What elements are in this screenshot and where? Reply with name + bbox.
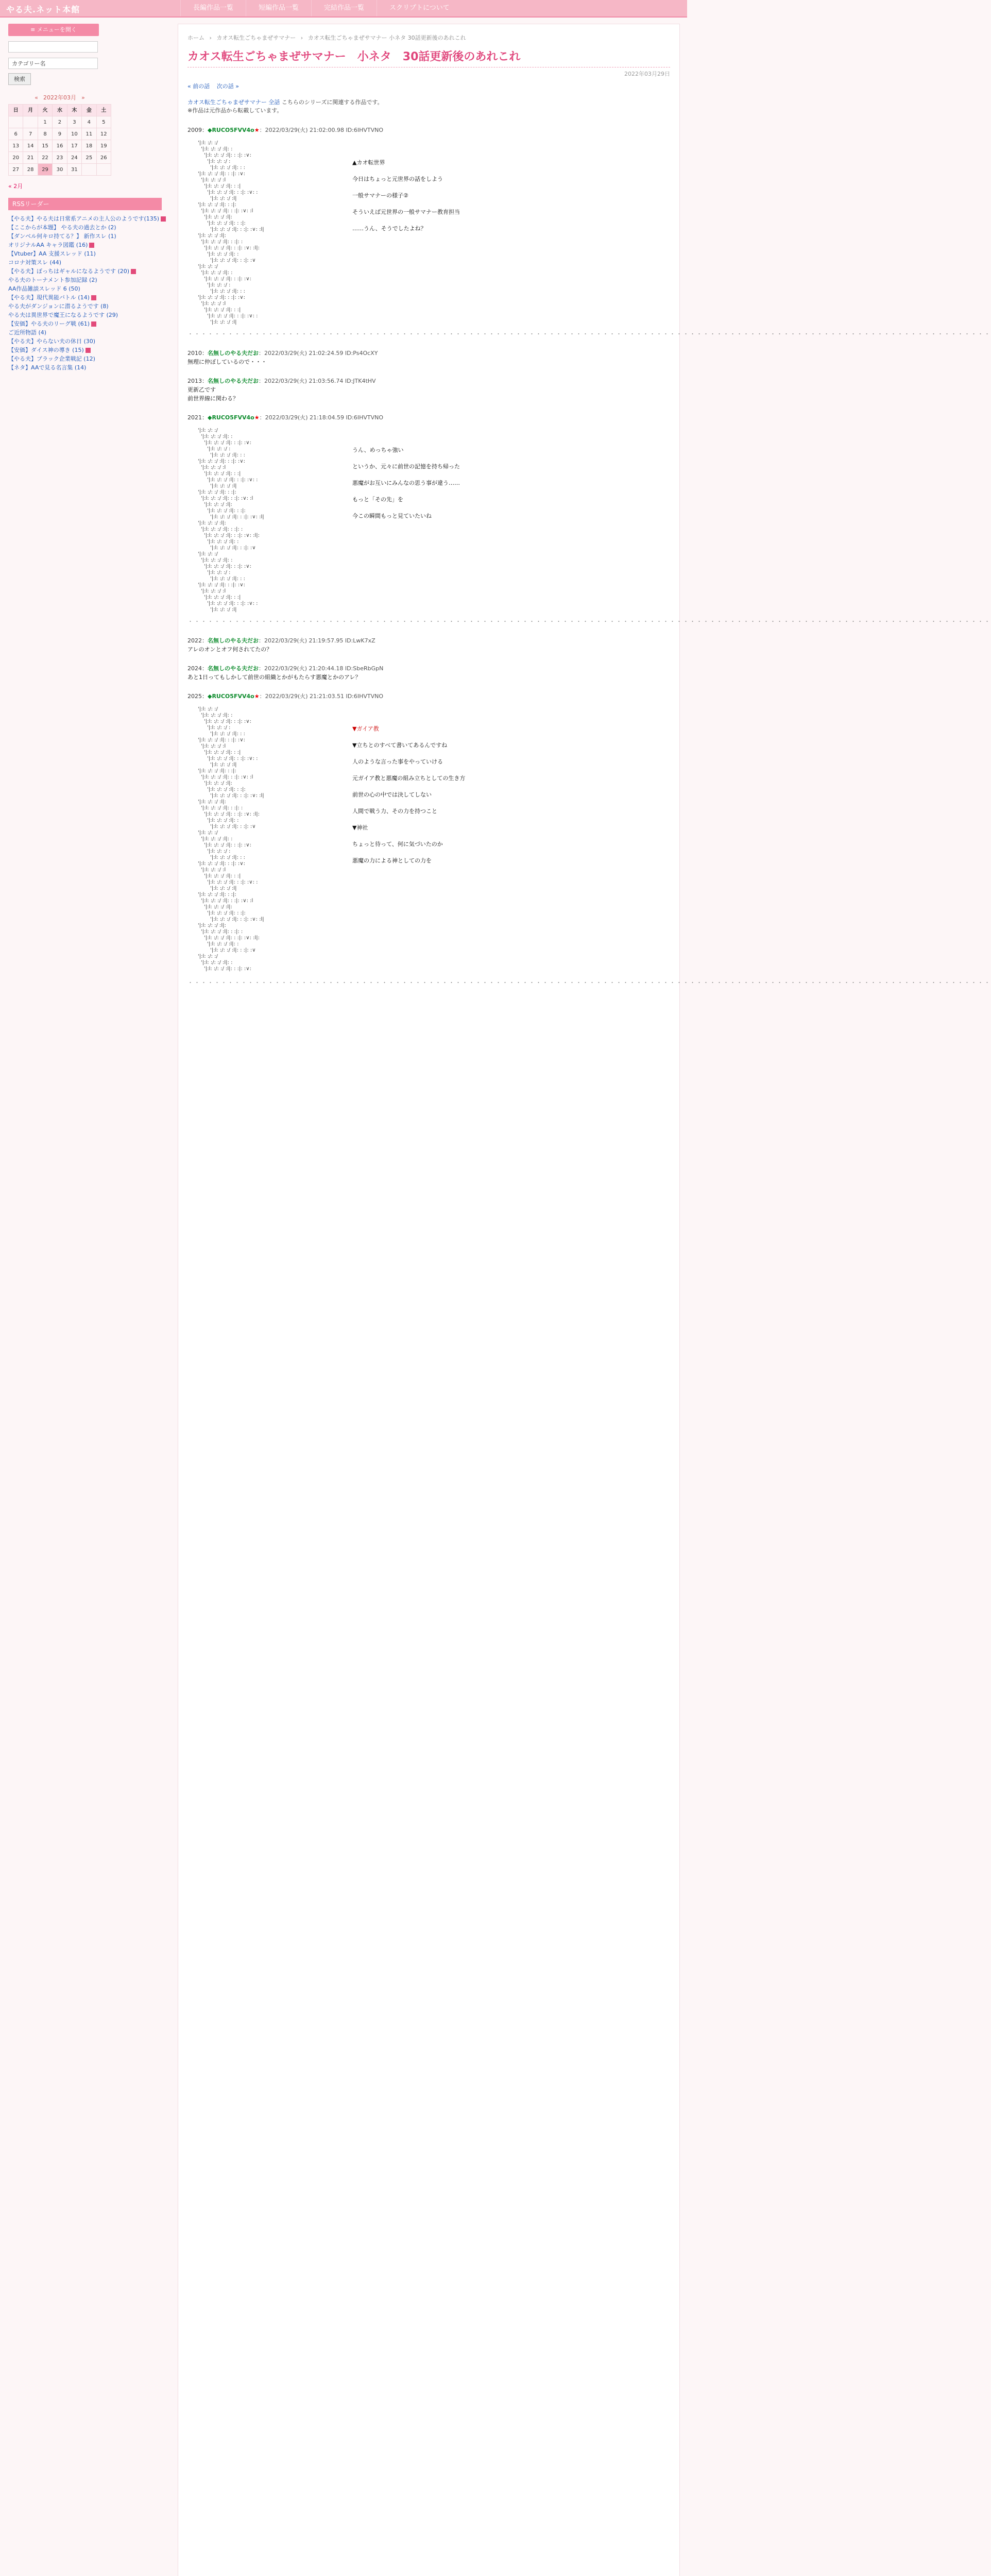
poster-name: ◆RUCO5FVV4o: [208, 693, 254, 700]
ascii-art-line: '|:l: :/: :/ :l|: : :: [210, 576, 245, 582]
breadcrumb-series[interactable]: カオス転生ごちゃまぜサマナー: [216, 35, 296, 41]
ascii-art-dialogue: うん、めっちゃ強い: [352, 447, 404, 453]
ascii-art-line: '|:l: :/: :/ :l|: : :|: :∨:: [198, 861, 245, 867]
series-link[interactable]: カオス転生ごちゃまぜサマナー 全話: [187, 99, 280, 106]
calendar-day[interactable]: 11: [82, 128, 96, 140]
ascii-art-line: '|:l: :/: :/ :l|: : :|: :∨: :l|: [210, 227, 264, 232]
page-title: カオス転生ごちゃまぜサマナー 小ネタ 30話更新後のあれこれ: [187, 48, 670, 67]
calendar-weekday: 木: [67, 105, 81, 116]
calendar-weekday: 日: [9, 105, 23, 116]
ascii-art-line: '|:l: :/: :/: [198, 140, 218, 146]
post-number: 2021：: [187, 414, 208, 421]
rss-item[interactable]: AA作品雑談スレッド 6 (50): [8, 285, 80, 292]
ascii-art-line: '|:l: :/: :/ :l: [201, 177, 226, 183]
ascii-art-line: '|:l: :/: :/ :l|: : :|: :∨: [210, 947, 256, 953]
ascii-art-line: '|:l: :/: :/ :: [207, 159, 231, 164]
ascii-art-line: '|:l: :/: :/ :l|: [210, 483, 237, 489]
ascii-art-line: '|:l: :/: :/ :l|: : :|:: [198, 202, 236, 208]
ascii-art-line: '|:l: :/: :/ :l|: : :|: [204, 873, 241, 879]
calendar-weekday: 月: [23, 105, 38, 116]
prev-link[interactable]: « 前の話: [187, 83, 210, 90]
calendar-day[interactable]: 31: [67, 164, 81, 176]
ascii-art-line: '|:l: :/: :/ :l|: : :|: :∨:: [198, 459, 245, 464]
calendar-day[interactable]: 7: [23, 128, 38, 140]
menu-button[interactable]: ≡ メニューを開く: [8, 24, 99, 36]
ascii-art-line: '|:l: :/: :/ :l|: : :|: :∨:: [198, 737, 245, 743]
nav-link-complete[interactable]: 完結作品一覧: [311, 0, 377, 16]
ascii-art-dialogue: 人間で戦う力、その力を持つこと: [352, 808, 437, 815]
ascii-art-block: [187, 704, 507, 972]
ascii-art-line: '|:l: :/: :/ :l|: : :: [210, 855, 245, 860]
poster-name: 名無しのやる夫だお: [208, 378, 259, 384]
rss-item[interactable]: ご近所物語 (4): [8, 329, 47, 336]
post-number: 2013：: [187, 378, 208, 384]
ascii-art-figure: [187, 138, 342, 325]
ascii-art-line: '|:l: :/: :/ :l|: : :|: :∨: :: [207, 313, 258, 319]
ascii-art-line: '|:l: :/: :/ :l|: : :|: :∨: :l: [201, 898, 253, 904]
ascii-art-line: '|:l: :/: :/ :l|: : :: [210, 165, 245, 171]
poster-name: 名無しのやる夫だお: [208, 350, 259, 357]
post: [187, 377, 670, 402]
post-header: [187, 692, 670, 700]
poster-name: 名無しのやる夫だお: [208, 665, 259, 672]
post-number: 2024：: [187, 665, 208, 672]
calendar-header: [8, 93, 111, 102]
site-brand[interactable]: やる夫.ネット本館: [6, 5, 80, 14]
ascii-art-dialogue: ▼立ちとのすべて書いてあるんですね: [352, 742, 448, 749]
calendar-day[interactable]: 1: [38, 116, 52, 128]
article-nav: [187, 82, 670, 90]
calendar-weekday: 水: [53, 105, 67, 116]
calendar-day[interactable]: 21: [23, 152, 38, 164]
ascii-art-line: '|:l: :/: :/ :l|: :: [201, 836, 233, 842]
poster-trip: ★: [254, 127, 260, 133]
ascii-art-line: '|:l: :/: :/ :l|: : :|: :∨: :l|: [210, 514, 264, 520]
ascii-art-figure: [187, 426, 342, 613]
calendar-weekday: 土: [96, 105, 111, 116]
rss-item[interactable]: 【やる夫】現代異能バトル (14): [8, 293, 162, 302]
nav-link-short[interactable]: 短編作品一覧: [246, 0, 311, 16]
calendar-day[interactable]: 25: [82, 152, 96, 164]
post-list: [187, 126, 991, 987]
calendar-day[interactable]: 9: [53, 128, 67, 140]
ascii-art-line: '|:l: :/: :/ :l|: : :|: :: [201, 239, 243, 245]
calendar-day[interactable]: 2: [53, 116, 67, 128]
new-badge-icon: [131, 269, 136, 274]
post-header: [187, 414, 670, 421]
ascii-art-line: '|:l: :/: :/ :l: [201, 743, 226, 749]
ascii-art-line: '|:l: :/: :/ :l|: : :|: :∨: :l|: [210, 917, 264, 922]
ascii-art-line: '|:l: :/: :/ :l|: : :|: :∨: :l|: [210, 793, 264, 799]
rss-item[interactable]: 【ダンベル何キロ持てる？】 新作スレ (1): [8, 233, 116, 240]
calendar-day[interactable]: 26: [96, 152, 111, 164]
calendar-back-link[interactable]: « 2月: [8, 183, 23, 190]
main-content: [178, 24, 991, 2576]
ascii-art-dialogue: もっと「その先」を: [352, 496, 403, 503]
calendar-day[interactable]: 16: [53, 140, 67, 152]
ascii-art-dialogue: 悪魔の力による神としての力を: [352, 857, 432, 864]
intro-note: ※作品は元作品から転載しています。: [187, 107, 283, 114]
ascii-art-line: '|:l: :/: :/ :: [207, 282, 231, 288]
calendar-day[interactable]: 22: [38, 152, 52, 164]
breadcrumb: [187, 33, 670, 42]
calendar-day[interactable]: 17: [67, 140, 81, 152]
ascii-art-line: '|:l: :/: :/ :l|: : :|: :: [201, 929, 243, 935]
sidebar: [8, 24, 162, 372]
ascii-art-line: '|:l: :/: :/ :l|: : :|: :∨:: [198, 582, 245, 588]
post-body: 前世界線に関わる？: [187, 395, 238, 402]
ascii-art-dialogue: 一般サマナーの様子②: [352, 192, 408, 199]
ascii-art-line: '|:l: :/: :/ :: [207, 725, 231, 731]
post-header: [187, 377, 670, 385]
ascii-art-line: '|:l: :/: :/ :l: [201, 867, 226, 873]
ascii-art-line: '|:l: :/: :/ :l|: : :|: :∨:: [204, 152, 251, 158]
ascii-art-line: '|:l: :/: :/ :l|: : :|: :∨:: [198, 295, 245, 300]
post: [187, 692, 670, 972]
nav-link-long[interactable]: 長編作品一覧: [180, 0, 246, 16]
calendar-day[interactable]: 12: [96, 128, 111, 140]
calendar-day[interactable]: 28: [23, 164, 38, 176]
ascii-art-line: '|:l: :/: :/ :l|:: [198, 520, 226, 526]
ascii-art-line: '|:l: :/: :/ :l|: : :|: :∨: :l|:: [204, 533, 260, 538]
ascii-art-dialogue: 今この瞬間もっと見ていたいね: [352, 513, 432, 519]
ascii-art-dialogue: ▼ガイア教: [352, 725, 379, 732]
ascii-art-line: '|:l: :/: :/ :l|: : :|: :∨: :: [207, 601, 258, 606]
new-badge-icon: [86, 348, 91, 353]
post-number: 2010：: [187, 350, 208, 357]
ascii-art-line: '|:l: :/: :/ :l|: :: [201, 557, 233, 563]
ascii-art-line: '|:l: :/: :/ :l|: [210, 762, 237, 768]
breadcrumb-sep: ›: [209, 35, 212, 41]
calendar-day[interactable]: 20: [9, 152, 23, 164]
ascii-art-line: '|:l: :/: :/ :l|: : :|:: [207, 910, 246, 916]
rss-box-title: RSSリーダー: [8, 198, 162, 210]
ascii-art-line: '|:l: :/: :/ :l|: [210, 319, 237, 325]
calendar-day[interactable]: 24: [67, 152, 81, 164]
breadcrumb-current: カオス転生ごちゃまぜサマナー 小ネタ 30話更新後のあれこれ: [307, 35, 466, 41]
ascii-art-line: '|:l: :/: :/ :l|: [210, 196, 237, 201]
ascii-art-line: '|:l: :/: :/: [198, 830, 218, 836]
calendar-weekday: 火: [38, 105, 52, 116]
breadcrumb-home[interactable]: ホーム: [187, 35, 204, 41]
ascii-art-line: '|:l: :/: :/ :l|: : :|: :∨: :: [207, 477, 258, 483]
ascii-art-line: '|:l: :/: :/ :l|: : :|: :∨:: [204, 440, 251, 446]
calendar-day[interactable]: 23: [53, 152, 67, 164]
ascii-art-line: '|:l: :/: :/ :l|:: [198, 233, 226, 239]
calendar-day[interactable]: 3: [67, 116, 81, 128]
calendar-day[interactable]: 14: [23, 140, 38, 152]
post-number: 2022：: [187, 637, 208, 644]
new-badge-icon: [161, 216, 166, 222]
calendar-day: [96, 164, 111, 176]
calendar-day[interactable]: 5: [96, 116, 111, 128]
ascii-art-line: '|:l: :/: :/ :l|: :: [207, 941, 239, 947]
ascii-art-line: '|:l: :/: :/: [198, 706, 218, 712]
calendar-day: [82, 164, 96, 176]
ascii-art-line: '|:l: :/: :/ :l|: [210, 886, 237, 891]
rss-item[interactable]: 【ネタ】AAで見る名言集 (14): [8, 364, 87, 371]
post-meta: ：2022/03/29(火) 21:20:44.18 ID:SbeRbGpN: [259, 665, 384, 672]
rss-list: [8, 214, 162, 372]
post-meta: ：2022/03/29(火) 21:19:57.95 ID:LwK7xZ: [259, 637, 375, 644]
poster-name: ◆RUCO5FVV4o: [208, 127, 254, 133]
calendar-day[interactable]: 4: [82, 116, 96, 128]
intro-text: こちらのシリーズに関連する作品です。: [281, 99, 383, 106]
dotted-divider: ・・・・・・・・・・・・・・・・・・・・・・・・・・・・・・・・・・・・・・・・・・・・・・・・・・・・・・・・・・・・・・・・・・・・・・・・・・・・・・・・・・・・・・・・・・・・・・・・・・・・・・・・・・・・・・・・・・・・・・・・: [187, 979, 991, 986]
calendar-day[interactable]: 13: [9, 140, 23, 152]
calendar-prev[interactable]: «: [35, 94, 38, 101]
rss-item[interactable]: オリジナルAA キャラ図鑑 (16): [8, 241, 162, 249]
post: [187, 637, 670, 653]
rss-item[interactable]: 【Vtuber】AA 支援スレッド (11): [8, 250, 96, 257]
post-number: 2009：: [187, 127, 208, 133]
rss-item[interactable]: 【やる夫】ブラック企業戦記 (12): [8, 355, 95, 362]
ascii-art-line: '|:l: :/: :/ :l|: : :|: :∨: :l|:: [204, 935, 260, 941]
ascii-art-line: '|:l: :/: :/ :l|: : :|: [204, 750, 241, 755]
rss-item[interactable]: 【やる夫】ぼっちはギャルになるようです (20): [8, 267, 162, 276]
ascii-art-line: '|:l: :/: :/ :l|: :: [207, 251, 239, 257]
ascii-art-line: '|:l: :/: :/ :: [207, 849, 231, 854]
calendar-day[interactable]: 29: [38, 164, 52, 176]
rss-item[interactable]: 【やる夫】やらない夫の休日 (30): [8, 338, 96, 345]
ascii-art-line: '|:l: :/: :/ :l|: : :|: :∨:: [204, 564, 251, 569]
ascii-art-line: '|:l: :/: :/ :l|: : :|: :∨: :: [207, 756, 258, 761]
ascii-art-line: '|:l: :/: :/ :l|:: [204, 781, 232, 786]
rss-item[interactable]: 【安価】ダイス神の導き (15): [8, 346, 162, 354]
ascii-art-line: '|:l: :/: :/ :l|: : :|: :∨: :: [207, 190, 258, 195]
ascii-art-line: '|:l: :/: :/ :l|: : :: [210, 289, 245, 294]
ascii-art-line: '|:l: :/: :/ :l|: : :|: :∨: :l: [201, 774, 253, 780]
ascii-art-dialogue: 前世の心の中では決してしない: [352, 791, 432, 798]
ascii-art-line: '|:l: :/: :/ :l|: :: [201, 146, 233, 152]
rss-item[interactable]: 【安価】やる夫のリーグ戦 (61): [8, 319, 162, 328]
post: [187, 665, 670, 681]
ascii-art-line: '|:l: :/: :/ :l|: : :|: [204, 471, 241, 477]
ascii-art-dialogue: というか、元々に前世の記憶を持ち帰った: [352, 463, 460, 470]
ascii-art-line: '|:l: :/: :/ :l|: [210, 607, 237, 613]
ascii-art-dialogue: ▲カオ転世界: [352, 159, 385, 166]
ascii-art-line: '|:l: :/: :/ :l|: : :|: :∨:: [204, 966, 251, 972]
post-meta: ：2022/03/29(火) 21:02:00.98 ID:6IHVTVNO: [259, 127, 384, 133]
next-link[interactable]: 次の話 »: [216, 83, 239, 90]
dotted-divider: ・・・・・・・・・・・・・・・・・・・・・・・・・・・・・・・・・・・・・・・・・・・・・・・・・・・・・・・・・・・・・・・・・・・・・・・・・・・・・・・・・・・・・・・・・・・・・・・・・・・・・・・・・・・・・・・・・・・・・・・・: [187, 331, 991, 337]
ascii-art-line: '|:l: :/: :/ :l|: :: [201, 434, 233, 439]
calendar-weekday: 金: [82, 105, 96, 116]
post-number: 2025：: [187, 693, 208, 700]
post-meta: ：2022/03/29(火) 21:03:56.74 ID:JTK4tHV: [259, 378, 376, 384]
ascii-art-line: '|:l: :/: :/ :l|: : :|: [204, 183, 241, 189]
nav-link-script[interactable]: スクリプトについて: [377, 0, 462, 16]
post-body: アレのオンとオフ何されてたの？: [187, 646, 272, 653]
ascii-art-line: '|:l: :/: :/ :l|: : :|:: [207, 508, 246, 514]
poster-trip: ★: [254, 414, 260, 421]
ascii-art-line: '|:l: :/: :/ :l|: :: [201, 270, 233, 276]
ascii-art-line: '|:l: :/: :/ :l|: : :|: :∨: [210, 258, 256, 263]
ascii-art-line: '|:l: :/: :/ :l|: : :|: :∨: :l|:: [204, 811, 260, 817]
post-body: 無理に仲ぼしているので・・・: [187, 359, 267, 365]
ascii-art-line: '|:l: :/: :/ :l|: : :|:: [207, 787, 246, 792]
ascii-art-line: '|:l: :/: :/ :l: [201, 465, 226, 470]
ascii-art-line: '|:l: :/: :/: [198, 954, 218, 959]
ascii-art-line: '|:l: :/: :/ :l|: : :|: :∨:: [204, 276, 251, 282]
post-header: [187, 665, 670, 672]
ascii-art-line: '|:l: :/: :/ :: [207, 570, 231, 575]
breadcrumb-sep: ›: [300, 35, 303, 41]
category-select[interactable]: カテゴリー名: [8, 58, 98, 69]
dotted-divider: ・・・・・・・・・・・・・・・・・・・・・・・・・・・・・・・・・・・・・・・・・・・・・・・・・・・・・・・・・・・・・・・・・・・・・・・・・・・・・・・・・・・・・・・・・・・・・・・・・・・・・・・・・・・・・・・・・・・・・・・・: [187, 618, 991, 625]
calendar-day[interactable]: 6: [9, 128, 23, 140]
intro: [187, 98, 670, 115]
calendar-next[interactable]: »: [81, 94, 85, 101]
top-nav: [180, 0, 462, 16]
rss-item[interactable]: やる夫がダンジョンに潜るようです (8): [8, 303, 109, 310]
ascii-art-line: '|:l: :/: :/ :l|: :: [201, 960, 233, 965]
ascii-art-line: '|:l: :/: :/: [198, 264, 218, 269]
calendar-day[interactable]: 15: [38, 140, 52, 152]
ascii-art-line: '|:l: :/: :/ :l|: : :|: :∨:: [204, 842, 251, 848]
poster-name: ◆RUCO5FVV4o: [208, 414, 254, 421]
ascii-art-line: '|:l: :/: :/ :l|: : :|: :∨: [210, 545, 256, 551]
ascii-art-figure: [187, 704, 342, 972]
ascii-art-dialogue: 悪魔がお互いにみんなの思う事が違う……: [352, 480, 460, 486]
ascii-art-line: '|:l: :/: :/ :l: [201, 588, 226, 594]
ascii-art-line: '|:l: :/: :/ :l|:: [204, 904, 232, 910]
post-header: [187, 126, 670, 134]
calendar-day: [9, 116, 23, 128]
ascii-art-line: '|:l: :/: :/ :l|: : :|: :∨:: [204, 719, 251, 724]
ascii-art-line: '|:l: :/: :/ :l: [201, 301, 226, 307]
calendar-day: [23, 116, 38, 128]
ascii-art-line: '|:l: :/: :/ :l|: :: [207, 539, 239, 545]
calendar-day[interactable]: 10: [67, 128, 81, 140]
post-body: 更新乙です: [187, 386, 216, 393]
ascii-art-line: '|:l: :/: :/ :l|: : :: [210, 731, 245, 737]
top-bar: [0, 0, 687, 18]
new-badge-icon: [91, 321, 96, 327]
rss-item[interactable]: やる夫のトーナメント参加記録 (2): [8, 277, 97, 283]
ascii-art-line: '|:l: :/: :/: [198, 551, 218, 557]
ascii-art-dialogue: ▼神社: [352, 824, 368, 831]
ascii-art-line: '|:l: :/: :/ :l|:: [204, 214, 232, 220]
rss-item[interactable]: 【やる夫】やる夫は日常系アニメの主人公のようです(135): [8, 214, 162, 223]
ascii-art-dialogue: ちょっと待って、何に気づいたのか: [352, 841, 443, 848]
ascii-art-line: '|:l: :/: :/ :l|: :: [201, 713, 233, 718]
calendar-table: [8, 104, 111, 176]
post-meta: ：2022/03/29(火) 21:18:04.59 ID:6IHVTVNO: [259, 414, 384, 421]
ascii-art-dialogue: ……うん、そうでしたよね？: [352, 225, 426, 232]
search-input[interactable]: [8, 41, 98, 53]
ascii-art-line: '|:l: :/: :/ :l|:: [198, 799, 226, 805]
ascii-art-line: '|:l: :/: :/ :l|:: [204, 502, 232, 507]
post-meta: ：2022/03/29(火) 21:21:03.51 ID:6IHVTVNO: [259, 693, 384, 700]
ascii-art-line: '|:l: :/: :/ :l|: : :|:: [198, 768, 236, 774]
ascii-art-dialogue: そういえば元世界の一般サマナー教育担当: [352, 209, 460, 215]
post: [187, 126, 670, 325]
ascii-art-line: '|:l: :/: :/ :l|: : :|: [204, 595, 241, 600]
ascii-art-line: '|:l: :/: :/ :l|: :: [207, 818, 239, 823]
ascii-art-block: [187, 426, 507, 613]
calendar-day[interactable]: 18: [82, 140, 96, 152]
ascii-art-line: '|:l: :/: :/: [198, 428, 218, 433]
ascii-art-line: '|:l: :/: :/ :l|: : :|: :∨: [210, 824, 256, 829]
ascii-art-line: '|:l: :/: :/ :l|: : :|: :∨: :l|:: [204, 245, 260, 251]
calendar-day[interactable]: 8: [38, 128, 52, 140]
ascii-art-line: '|:l: :/: :/ :l|: : :|: :∨: :: [207, 879, 258, 885]
ascii-art-line: '|:l: :/: :/ :l|: : :|: :∨: :l: [201, 496, 253, 501]
ascii-art-block: [187, 138, 507, 325]
poster-name: 名無しのやる夫だお: [208, 637, 259, 644]
ascii-art-line: '|:l: :/: :/ :l|: : :|: :∨: :l: [201, 208, 253, 214]
ascii-art-dialogue: 人のような言った事をやっていける: [352, 758, 443, 765]
new-badge-icon: [91, 295, 96, 300]
calendar: [8, 93, 111, 176]
ascii-art-line: '|:l: :/: :/ :l|: : :|: [204, 307, 241, 313]
calendar-month: 2022年03月: [43, 94, 76, 101]
search-button[interactable]: 検索: [8, 73, 31, 85]
rss-item[interactable]: 【ここからが本題】 やる夫の過去とか (2): [8, 224, 116, 231]
post-meta: ：2022/03/29(火) 21:02:24.59 ID:Ps4OcXY: [259, 350, 378, 357]
ascii-art-line: '|:l: :/: :/ :l|: : :|:: [198, 892, 236, 897]
new-badge-icon: [89, 243, 94, 248]
calendar-day[interactable]: 27: [9, 164, 23, 176]
ascii-art-dialogue: 元ガイア教と悪魔の組み立ちとしての生き方: [352, 775, 466, 782]
post-date: 2022年03月29日: [624, 71, 670, 77]
post: [187, 349, 670, 366]
ascii-art-line: '|:l: :/: :/ :l|: : :|: :: [201, 805, 243, 811]
ascii-art-line: '|:l: :/: :/ :: [207, 446, 231, 452]
ascii-art-line: '|:l: :/: :/ :l|:: [198, 923, 226, 928]
rss-item[interactable]: やる夫は異世界で魔王になるようです (29): [8, 312, 118, 318]
rss-item[interactable]: コロナ対策スレ (44): [8, 259, 62, 266]
ascii-art-line: '|:l: :/: :/ :l|: : :|: :∨:: [198, 171, 245, 177]
ascii-art-line: '|:l: :/: :/ :l|: : :|:: [198, 489, 236, 495]
post-body: あと1日ってもしかして前世の組織とかがもたらす悪魔とかのアレ？: [187, 674, 361, 681]
calendar-day[interactable]: 19: [96, 140, 111, 152]
ascii-art-line: '|:l: :/: :/ :l|: : :|:: [207, 221, 246, 226]
ascii-art-line: '|:l: :/: :/ :l|: : :|: :: [201, 527, 243, 532]
calendar-day[interactable]: 30: [53, 164, 67, 176]
post-header: [187, 349, 670, 357]
post: [187, 414, 670, 613]
ascii-art-line: '|:l: :/: :/ :l|: : :: [210, 452, 245, 458]
post-header: [187, 637, 670, 645]
ascii-art-dialogue: 今日はちょっと元世界の話をしよう: [352, 176, 443, 182]
poster-trip: ★: [254, 693, 260, 700]
